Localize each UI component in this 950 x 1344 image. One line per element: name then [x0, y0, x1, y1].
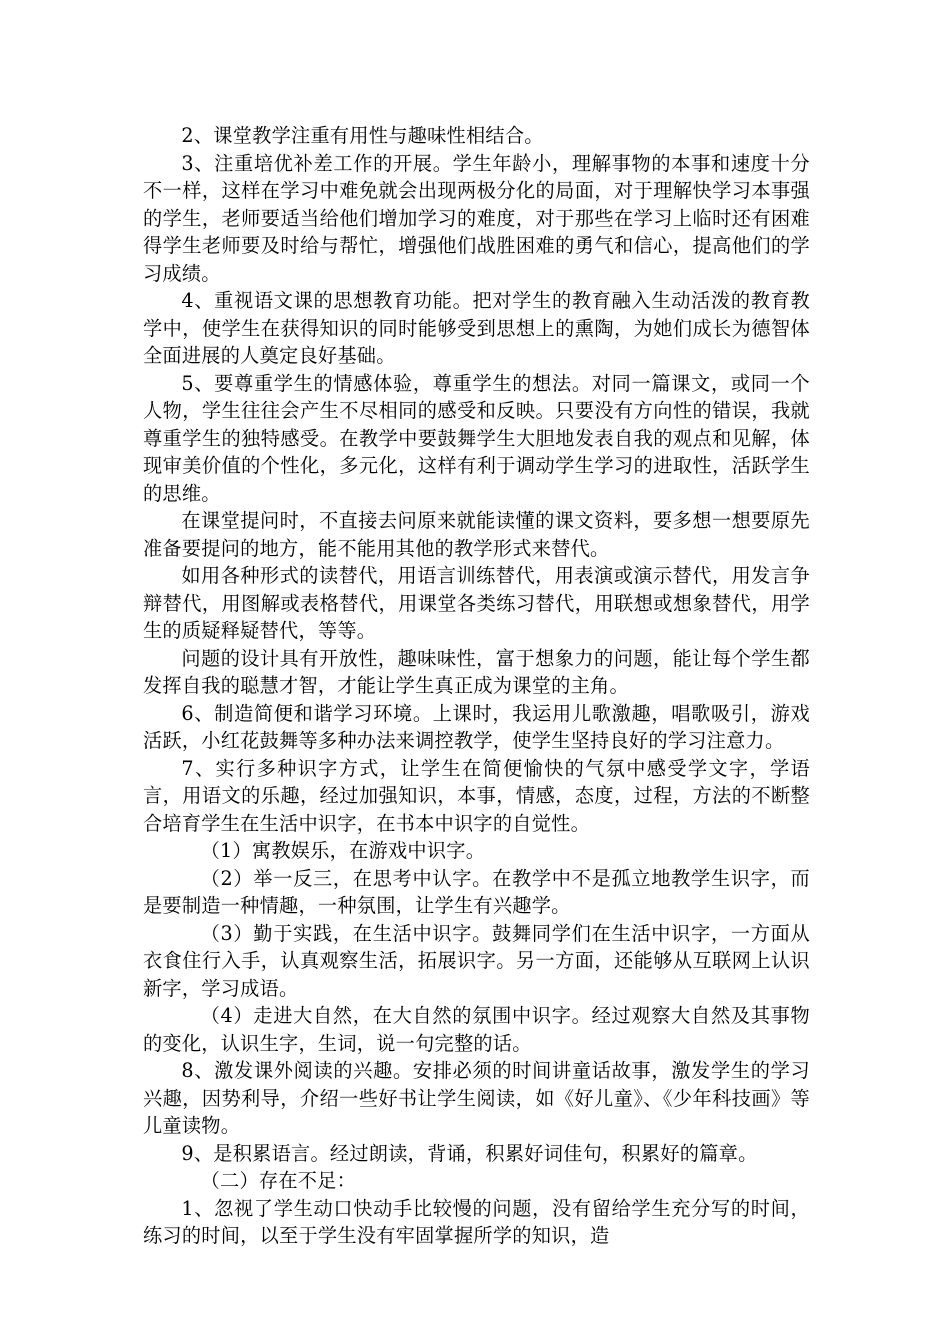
paragraph-questioning: 在课堂提问时，不直接去问原来就能读懂的课文资料，要多想一想要原先准备要提问的地方，能不能用其他的教学形式来替代。 — [143, 509, 810, 560]
document-page — [143, 122, 810, 1250]
paragraph-subitem-1: （1）寓教娱乐，在游戏中识字。 — [200, 839, 486, 862]
paragraph-subitem-2: （2）举一反三，在思考中认字。在教学中不是孤立地教学生识字，而是要制造一种情趣，一种氛围，让学生有兴趣学。 — [143, 866, 810, 917]
paragraph-subitem-4: （4）走进大自然，在大自然的氛围中识字。经过观察大自然及其事物的变化，认识生字，生词，说一句完整的话。 — [143, 1004, 810, 1055]
paragraph-item-8: 8、激发课外阅读的兴趣。安排必须的时间讲童话故事，激发学生的学习兴趣，因势利导，介绍一些好书让学生阅读，如《好儿童》、《少年科技画》等儿童读物。 — [143, 1059, 810, 1137]
section-heading-shortcomings: （二）存在不足： — [200, 1169, 357, 1192]
paragraph-item-2: 2、课堂教学注重有用性与趣味性相结合。 — [181, 124, 544, 147]
paragraph-subitem-3: （3）勤于实践，在生活中识字。鼓舞同学们在生活中识字，一方面从衣食住行入手，认真观察生活，拓展识字。另一方面，还能够从互联网上认识新字，学习成语。 — [143, 921, 810, 1000]
paragraph-item-7: 7、实行多种识字方式，让学生在简便愉快的气氛中感受学文字，学语言，用语文的乐趣，经过加强知识，本事，情感，态度，过程，方法的不断整合培育学生在生活中识字，在书本中识字的自觉性。 — [143, 756, 810, 835]
paragraph-alternatives: 如用各种形式的读替代，用语言训练替代，用表演或演示替代，用发言争辩替代，用图解或表格替代，用课堂各类练习替代，用联想或想象替代，用学生的质疑释疑替代，等等。 — [143, 564, 810, 642]
paragraph-shortcoming-1: 1、忽视了学生动口快动手比较慢的问题，没有留给学生充分写的时间，练习的时间，以至于学生没有牢固掌握所学的知识，造 — [143, 1196, 810, 1247]
paragraph-item-5: 5、要尊重学生的情感体验，尊重学生的想法。对同一篇课文，或同一个人物，学生往往会产生不尽相同的感受和反映。只要没有方向性的错误，我就尊重学生的独特感受。在教学中要鼓舞学生大胆地发表自我的观点和见解，体现审美价值的个性化，多元化，这样有利于调动学生学习的进取性，活跃学生的思维。 — [143, 371, 810, 505]
paragraph-item-3: 3、注重培优补差工作的开展。学生年龄小，理解事物的本事和速度十分不一样，这样在学习中难免就会出现两极分化的局面，对于理解快学习本事强的学生，老师要适当给他们增加学习的难度，对于那些在学习上临时还有困难得学生老师要及时给与帮忙，增强他们战胜困难的勇气和信心，提高他们的学习成绩。 — [143, 151, 810, 285]
paragraph-item-9: 9、是积累语言。经过朗读，背诵，积累好词佳句，积累好的篇章。 — [181, 1141, 758, 1165]
paragraph-item-6: 6、制造简便和谐学习环境。上课时，我运用儿歌激趣，唱歌吸引，游戏活跃，小红花鼓舞等多种办法来调控教学，使学生坚持良好的学习注意力。 — [143, 701, 810, 752]
paragraph-question-design: 问题的设计具有开放性，趣味味性，富于想象力的问题，能让每个学生都发挥自我的聪慧才智，才能让学生真正成为课堂的主角。 — [143, 646, 810, 697]
paragraph-item-4: 4、重视语文课的思想教育功能。把对学生的教育融入生动活泼的教育教学中，使学生在获得知识的同时能够受到思想上的熏陶，为她们成长为德智体全面进展的人奠定良好基础。 — [143, 289, 810, 367]
